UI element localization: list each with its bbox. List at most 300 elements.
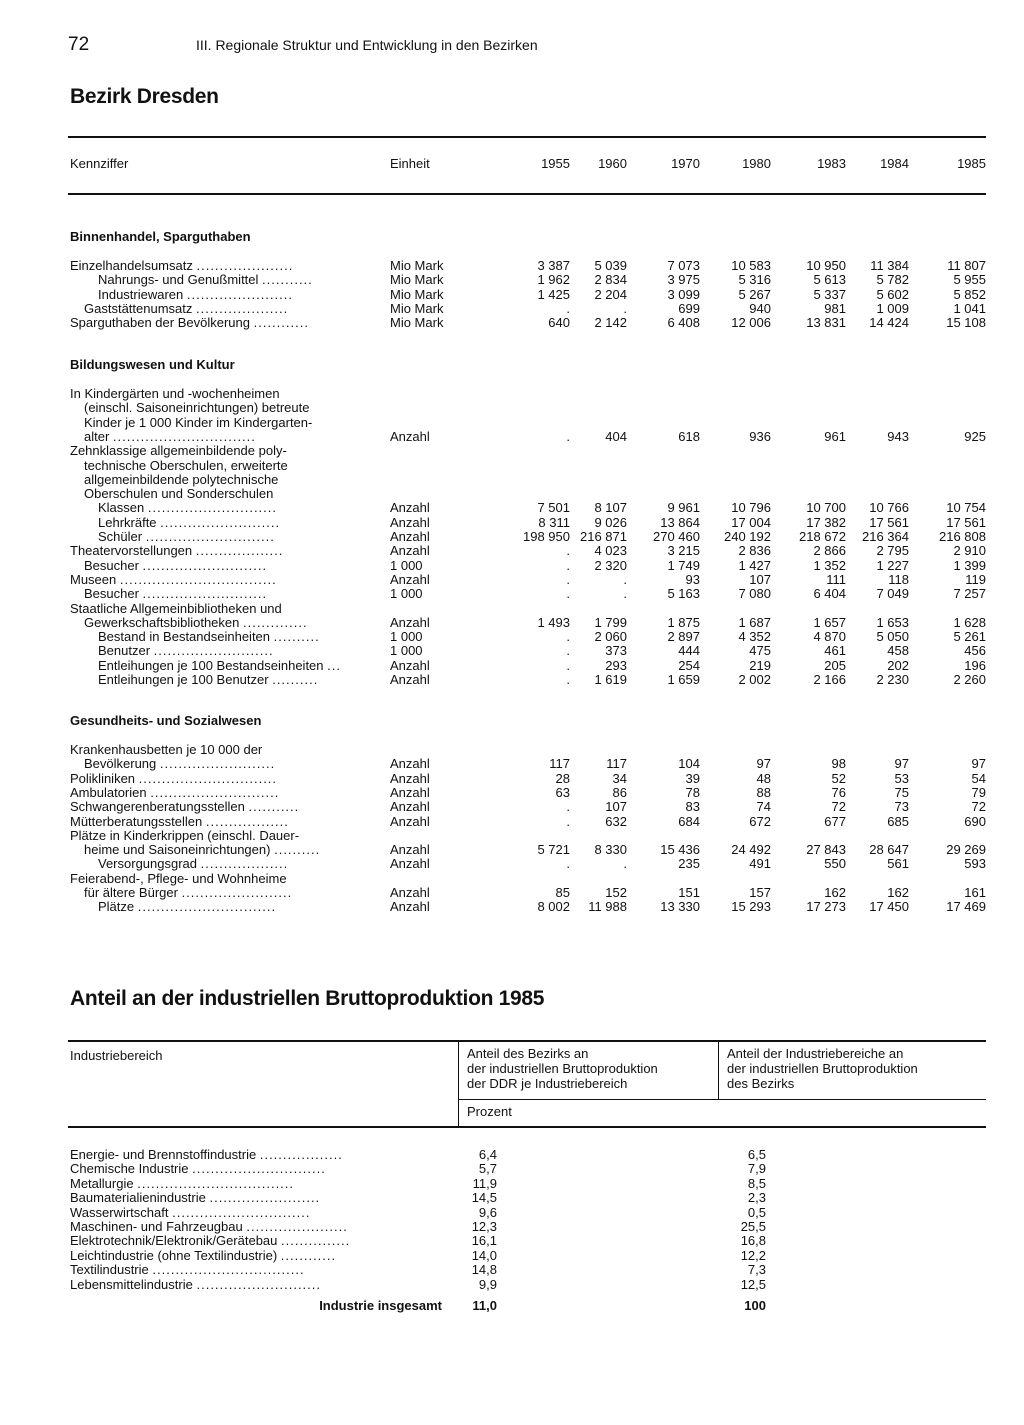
row-unit: 1 000 <box>390 629 423 645</box>
row-unit: Anzahl <box>390 614 430 630</box>
table-row <box>0 386 1024 401</box>
row-label <box>70 258 293 273</box>
value-cell: 4 870 <box>813 629 846 645</box>
row-label <box>70 1161 326 1176</box>
table2-header-rule <box>68 1126 986 1128</box>
row-label <box>70 1176 294 1191</box>
row-label <box>84 429 256 444</box>
table-row <box>0 672 1024 687</box>
value-cell: 198 950 <box>523 529 570 544</box>
row-unit: Mio Mark <box>390 315 444 331</box>
value-cell: 9 026 <box>594 514 627 530</box>
value-anteil-industriebereich: 8,5 <box>747 1175 766 1191</box>
row-unit: Anzahl <box>390 842 430 858</box>
leader-dots: ............ <box>280 1247 337 1263</box>
value-cell: 940 <box>749 300 771 316</box>
value-cell: . <box>566 643 570 659</box>
value-cell: 254 <box>678 657 700 673</box>
value-cell: 11 988 <box>588 899 627 915</box>
row-label-text: Baumaterialienindustrie <box>70 1190 206 1206</box>
section-title: Bildungswesen und Kultur <box>70 357 235 372</box>
table-row <box>0 615 1024 630</box>
value-anteil-bezirk: 9,9 <box>478 1276 497 1292</box>
row-label-text: Zehnklassige allgemeinbildende poly- <box>70 443 287 459</box>
table-row <box>0 1262 1024 1277</box>
row-label-text: Besucher <box>84 557 139 573</box>
value-cell: 97 <box>756 756 771 772</box>
leader-dots: .......... <box>272 672 319 687</box>
value-anteil-industriebereich: 2,3 <box>747 1190 766 1206</box>
value-cell: . <box>566 543 570 559</box>
row-label <box>84 842 320 857</box>
table2-top-rule <box>68 1040 986 1042</box>
leader-dots: ............ <box>253 315 309 331</box>
value-cell: 2 060 <box>594 629 627 645</box>
row-label-text: Industriewaren <box>98 286 184 302</box>
value-cell: 1 041 <box>953 300 986 316</box>
table-row <box>0 272 1024 287</box>
row-label <box>70 1190 320 1205</box>
row-label <box>98 672 318 687</box>
header-1970: 1970 <box>671 156 700 171</box>
row-label <box>70 814 289 829</box>
value-cell: 270 460 <box>653 529 700 544</box>
row-label-text: Benutzer <box>98 643 151 659</box>
value-anteil-industriebereich: 16,8 <box>740 1233 766 1249</box>
row-label <box>98 529 275 544</box>
row-label-text: Schwangerenberatungsstellen <box>70 799 245 815</box>
header-kennziffer: Kennziffer <box>70 156 129 171</box>
value-cell: 53 <box>894 770 909 786</box>
row-label <box>98 272 313 287</box>
value-cell: 28 <box>555 770 570 786</box>
row-label-text: Leichtindustrie (ohne Textilindustrie) <box>70 1247 278 1263</box>
value-cell: 2 260 <box>953 672 986 687</box>
value-cell: 672 <box>749 813 771 829</box>
table2-unit-rule <box>458 1099 986 1100</box>
value-anteil-bezirk: 5,7 <box>478 1161 497 1177</box>
value-cell: 63 <box>555 784 570 800</box>
table-row <box>0 885 1024 900</box>
header-industriebereich: Industriebereich <box>70 1048 163 1063</box>
table-row <box>0 458 1024 473</box>
header-1983: 1983 <box>817 156 846 171</box>
value-anteil-bezirk: 11,9 <box>472 1175 497 1191</box>
row-label <box>70 601 282 616</box>
leader-dots: ............................... <box>112 428 256 444</box>
row-label <box>70 1219 348 1234</box>
row-label-text: technische Oberschulen, erweiterte <box>84 457 288 473</box>
value-cell: 235 <box>678 856 700 872</box>
value-cell: 5 602 <box>876 286 909 302</box>
row-label-text: Chemische Industrie <box>70 1161 189 1177</box>
value-cell: 9 961 <box>667 500 700 516</box>
value-cell: 240 192 <box>724 529 771 544</box>
leader-dots: .................................. <box>137 1175 295 1191</box>
row-label <box>98 899 276 914</box>
table-row <box>0 429 1024 444</box>
table-row <box>0 629 1024 644</box>
value-cell: 1 653 <box>876 614 909 630</box>
row-label <box>98 658 341 673</box>
value-cell: 8 311 <box>538 514 570 530</box>
value-anteil-industriebereich: 25,5 <box>740 1219 766 1234</box>
value-cell: 73 <box>894 799 909 815</box>
value-cell: 1 659 <box>667 672 700 687</box>
value-cell: 48 <box>756 770 771 786</box>
leader-dots: ........... <box>248 799 300 815</box>
value-cell: 216 808 <box>939 529 986 544</box>
row-label-text: Nahrungs- und Genußmittel <box>98 272 259 288</box>
value-cell: 6 408 <box>667 315 700 331</box>
row-label <box>98 287 293 302</box>
row-label-text: Wasserwirtschaft <box>70 1204 169 1220</box>
row-unit: 1 000 <box>390 643 423 659</box>
header-1955: 1955 <box>541 156 570 171</box>
value-cell: 7 080 <box>738 586 771 602</box>
value-cell: 17 273 <box>806 899 846 915</box>
value-cell: 5 316 <box>738 272 771 288</box>
value-cell: 118 <box>888 571 909 587</box>
table-row <box>0 828 1024 843</box>
value-cell: 157 <box>749 885 771 900</box>
row-label <box>98 856 288 871</box>
row-label-text: Mütterberatungsstellen <box>70 813 203 829</box>
running-head: III. Regionale Struktur und Entwicklung in den Bezirken <box>196 37 538 53</box>
table-row <box>0 1205 1024 1220</box>
value-cell: 5 337 <box>813 286 846 302</box>
value-cell: 72 <box>831 799 846 815</box>
value-cell: 3 099 <box>667 286 700 302</box>
value-cell: 218 672 <box>799 529 846 544</box>
leader-dots: ............................. <box>192 1161 326 1177</box>
value-cell: 1 962 <box>537 272 570 288</box>
leader-dots: ........................... <box>142 586 268 602</box>
row-label-text: Plätze <box>98 899 135 915</box>
row-label-text: allgemeinbildende polytechnische <box>84 471 279 487</box>
table-row <box>0 899 1024 914</box>
header-einheit: Einheit <box>390 156 430 171</box>
table-row <box>0 287 1024 302</box>
value-cell: 925 <box>964 428 986 444</box>
value-cell: 2 204 <box>594 286 627 302</box>
table-row <box>0 415 1024 430</box>
table-row <box>0 586 1024 601</box>
table-row <box>0 472 1024 487</box>
row-label <box>84 400 309 415</box>
row-label-text: Krankenhausbetten je 10 000 der <box>70 742 263 757</box>
row-label-text: Maschinen- und Fahrzeugbau <box>70 1219 243 1234</box>
value-cell: 117 <box>549 756 570 772</box>
row-label-text: (einschl. Saisoneinrichtungen) betreute <box>84 400 310 416</box>
value-cell: 1 352 <box>813 557 846 573</box>
row-label-text: Textilindustrie <box>70 1262 149 1278</box>
section-title: Gesundheits- und Sozialwesen <box>70 713 262 728</box>
row-unit: Mio Mark <box>390 258 444 273</box>
row-label <box>84 472 278 487</box>
page-title: Bezirk Dresden <box>70 85 219 108</box>
value-cell: 10 583 <box>731 258 771 273</box>
value-cell: 52 <box>831 770 846 786</box>
value-cell: 17 004 <box>731 514 771 530</box>
value-anteil-industriebereich: 12,5 <box>740 1276 766 1292</box>
value-cell: 76 <box>831 784 846 800</box>
value-cell: 119 <box>965 571 986 587</box>
row-label-text: Entleihungen je 100 Benutzer <box>98 672 269 687</box>
value-cell: 5 782 <box>876 272 909 288</box>
value-cell: 7 501 <box>537 500 570 516</box>
value-cell: 54 <box>971 770 986 786</box>
row-label <box>98 629 320 644</box>
value-cell: 458 <box>887 643 909 659</box>
row-label <box>70 871 287 886</box>
value-cell: 202 <box>887 657 909 673</box>
value-cell: 8 107 <box>594 500 627 516</box>
value-cell: 15 436 <box>660 842 700 858</box>
value-cell: 3 387 <box>537 258 570 273</box>
row-label-text: Einzelhandelsumsatz <box>70 258 193 273</box>
value-cell: 1 657 <box>813 614 846 630</box>
value-cell: 2 834 <box>594 272 627 288</box>
value-cell: 5 050 <box>876 629 909 645</box>
value-cell: . <box>623 300 627 316</box>
value-cell: 7 049 <box>876 586 909 602</box>
value-cell: 216 871 <box>580 529 627 544</box>
row-unit: Anzahl <box>390 543 430 559</box>
value-cell: 216 364 <box>862 529 909 544</box>
value-cell: 10 796 <box>731 500 771 516</box>
row-label <box>70 1147 343 1162</box>
row-label-text: In Kindergärten und -wochenheimen <box>70 386 280 401</box>
value-cell: 1 425 <box>537 286 570 302</box>
value-cell: 196 <box>964 657 986 673</box>
leader-dots: .............. <box>242 614 308 630</box>
row-unit: Anzahl <box>390 899 430 915</box>
leader-dots: ................................. <box>152 1262 305 1278</box>
value-cell: 107 <box>749 571 771 587</box>
header-anteil-bezirk: Anteil des Bezirks an der industriellen Bruttoproduktion der DDR je Industriebereich <box>467 1046 658 1091</box>
value-cell: 685 <box>887 813 909 829</box>
value-anteil-industriebereich: 7,3 <box>747 1262 766 1278</box>
row-label-text: Klassen <box>98 500 145 516</box>
value-cell: 15 293 <box>731 899 771 915</box>
row-unit: Anzahl <box>390 571 430 587</box>
value-cell: 690 <box>964 813 986 829</box>
section-title: Binnenhandel, Sparguthaben <box>70 229 251 244</box>
row-label-text: Besucher <box>84 586 139 602</box>
value-cell: 17 469 <box>946 899 986 915</box>
row-label-text: heime und Saisoneinrichtungen) <box>84 842 271 858</box>
table-row <box>0 771 1024 786</box>
value-cell: 104 <box>678 756 700 772</box>
table-row <box>0 1176 1024 1191</box>
row-unit: Anzahl <box>390 756 430 772</box>
table-row <box>0 1277 1024 1292</box>
row-label <box>70 785 279 800</box>
value-cell: 88 <box>756 784 771 800</box>
value-cell: 5 163 <box>667 586 700 602</box>
row-label <box>70 543 283 558</box>
leader-dots: .................. <box>259 1147 343 1162</box>
value-cell: 4 023 <box>594 543 627 559</box>
header-anteil-industriebereiche: Anteil der Industriebereiche an der industriellen Bruttoproduktion des Bezirks <box>727 1046 918 1091</box>
row-unit: Anzahl <box>390 885 430 900</box>
row-label-text: Sparguthaben der Bevölkerung <box>70 315 250 331</box>
row-label-text: Staatliche Allgemeinbibliotheken und <box>70 600 282 616</box>
value-cell: . <box>623 571 627 587</box>
value-cell: 981 <box>824 300 846 316</box>
value-cell: . <box>623 586 627 602</box>
row-unit: Anzahl <box>390 799 430 815</box>
row-label <box>84 558 267 573</box>
value-cell: 1 687 <box>738 614 771 630</box>
row-label-text: Kinder je 1 000 Kinder im Kindergarten- <box>84 414 313 430</box>
value-cell: 632 <box>605 813 627 829</box>
table2-divider-1 <box>458 1042 459 1126</box>
leader-dots: ................... <box>200 856 289 872</box>
value-cell: . <box>566 799 570 815</box>
value-cell: 78 <box>685 784 700 800</box>
table-row <box>0 756 1024 771</box>
row-label <box>70 386 280 401</box>
leader-dots: .................... <box>196 300 289 316</box>
value-cell: 456 <box>964 643 986 659</box>
value-cell: . <box>566 571 570 587</box>
value-cell: 461 <box>824 643 846 659</box>
value-cell: 5 261 <box>953 629 986 645</box>
value-cell: 1 799 <box>594 614 627 630</box>
value-cell: 83 <box>685 799 700 815</box>
value-cell: 2 897 <box>667 629 700 645</box>
value-cell: 5 955 <box>953 272 986 288</box>
value-cell: 1 227 <box>876 557 909 573</box>
value-cell: 162 <box>824 885 846 900</box>
value-cell: 27 843 <box>806 842 846 858</box>
header-prozent: Prozent <box>467 1104 512 1119</box>
value-cell: 85 <box>555 885 570 900</box>
table-row <box>0 315 1024 330</box>
row-unit: Anzahl <box>390 500 430 516</box>
value-cell: . <box>623 856 627 872</box>
row-label-text: Lebensmittelindustrie <box>70 1276 193 1292</box>
row-label <box>84 885 292 900</box>
table-row <box>0 558 1024 573</box>
value-cell: 74 <box>756 799 771 815</box>
value-cell: 2 910 <box>953 543 986 559</box>
leader-dots: .......................... <box>160 514 281 530</box>
table1-top-rule <box>68 136 986 138</box>
row-label <box>70 799 299 814</box>
value-cell: 13 864 <box>660 514 700 530</box>
value-cell: 444 <box>678 643 700 659</box>
value-cell: 72 <box>971 799 986 815</box>
value-cell: 11 384 <box>870 258 909 273</box>
leader-dots: .................. <box>205 813 289 829</box>
value-cell: 111 <box>826 571 846 587</box>
leader-dots: .......................... <box>153 643 274 659</box>
leader-dots: .......... <box>274 842 321 858</box>
value-cell: 2 142 <box>594 315 627 331</box>
value-cell: 2 002 <box>738 672 771 687</box>
row-label-text: Plätze in Kinderkrippen (einschl. Dauer- <box>70 827 300 843</box>
total-anteil-industriebereich: 100 <box>744 1298 766 1313</box>
value-cell: 11 807 <box>947 258 986 273</box>
total-label: Industrie insgesamt <box>319 1298 442 1313</box>
row-label <box>84 756 275 771</box>
leader-dots: ........... <box>262 272 313 288</box>
table-row <box>0 814 1024 829</box>
value-cell: . <box>566 300 570 316</box>
table-row <box>0 515 1024 530</box>
row-label-text: Entleihungen je 100 Bestandseinheiten <box>98 657 324 673</box>
value-cell: 93 <box>685 571 700 587</box>
table-row <box>0 1161 1024 1176</box>
value-cell: 219 <box>749 657 771 673</box>
leader-dots: ......................... <box>159 756 276 772</box>
row-label-text: Theatervorstellungen <box>70 543 193 559</box>
value-cell: 2 866 <box>813 543 846 559</box>
leader-dots: .............................. <box>138 770 278 786</box>
value-cell: 17 561 <box>946 514 986 530</box>
value-cell: 4 352 <box>738 629 771 645</box>
row-unit: Mio Mark <box>390 286 444 302</box>
value-cell: 75 <box>894 784 909 800</box>
value-cell: 79 <box>971 784 986 800</box>
row-label <box>70 315 309 330</box>
value-anteil-industriebereich: 7,9 <box>747 1161 766 1177</box>
row-label <box>84 586 267 601</box>
value-cell: 3 215 <box>667 543 700 559</box>
value-anteil-bezirk: 14,0 <box>471 1247 497 1263</box>
row-label-text: Elektrotechnik/Elektronik/Gerätebau <box>70 1233 278 1249</box>
value-cell: 10 754 <box>946 500 986 516</box>
table-row <box>0 400 1024 415</box>
value-cell: 699 <box>678 300 700 316</box>
row-label <box>84 301 288 316</box>
row-label <box>84 615 308 630</box>
value-cell: 491 <box>749 856 771 872</box>
value-cell: 943 <box>887 428 909 444</box>
row-label <box>84 458 288 473</box>
value-cell: 3 975 <box>667 272 700 288</box>
table2-title: Anteil an der industriellen Bruttoproduktion 1985 <box>70 987 545 1010</box>
value-cell: 6 404 <box>813 586 846 602</box>
value-cell: 162 <box>887 885 909 900</box>
row-label <box>70 1262 305 1277</box>
row-label-text: Versorgungsgrad <box>98 856 198 872</box>
row-unit: Anzahl <box>390 856 430 872</box>
row-label-text: Schüler <box>98 529 143 544</box>
table-row <box>0 301 1024 316</box>
value-cell: . <box>566 657 570 673</box>
value-cell: 593 <box>964 856 986 872</box>
table-row <box>0 643 1024 658</box>
leader-dots: .................................. <box>119 571 277 587</box>
row-unit: Anzahl <box>390 657 430 673</box>
row-unit: Mio Mark <box>390 300 444 316</box>
row-label <box>70 1277 321 1292</box>
value-cell: 28 647 <box>869 842 909 858</box>
header-1980: 1980 <box>742 156 771 171</box>
value-cell: 1 493 <box>537 614 570 630</box>
row-label-text: Museen <box>70 571 117 587</box>
row-label-text: Polikliniken <box>70 770 136 786</box>
value-cell: 17 450 <box>869 899 909 915</box>
value-cell: 1 427 <box>738 557 771 573</box>
row-label <box>70 572 277 587</box>
table-row <box>0 1147 1024 1162</box>
table-row <box>0 443 1024 458</box>
